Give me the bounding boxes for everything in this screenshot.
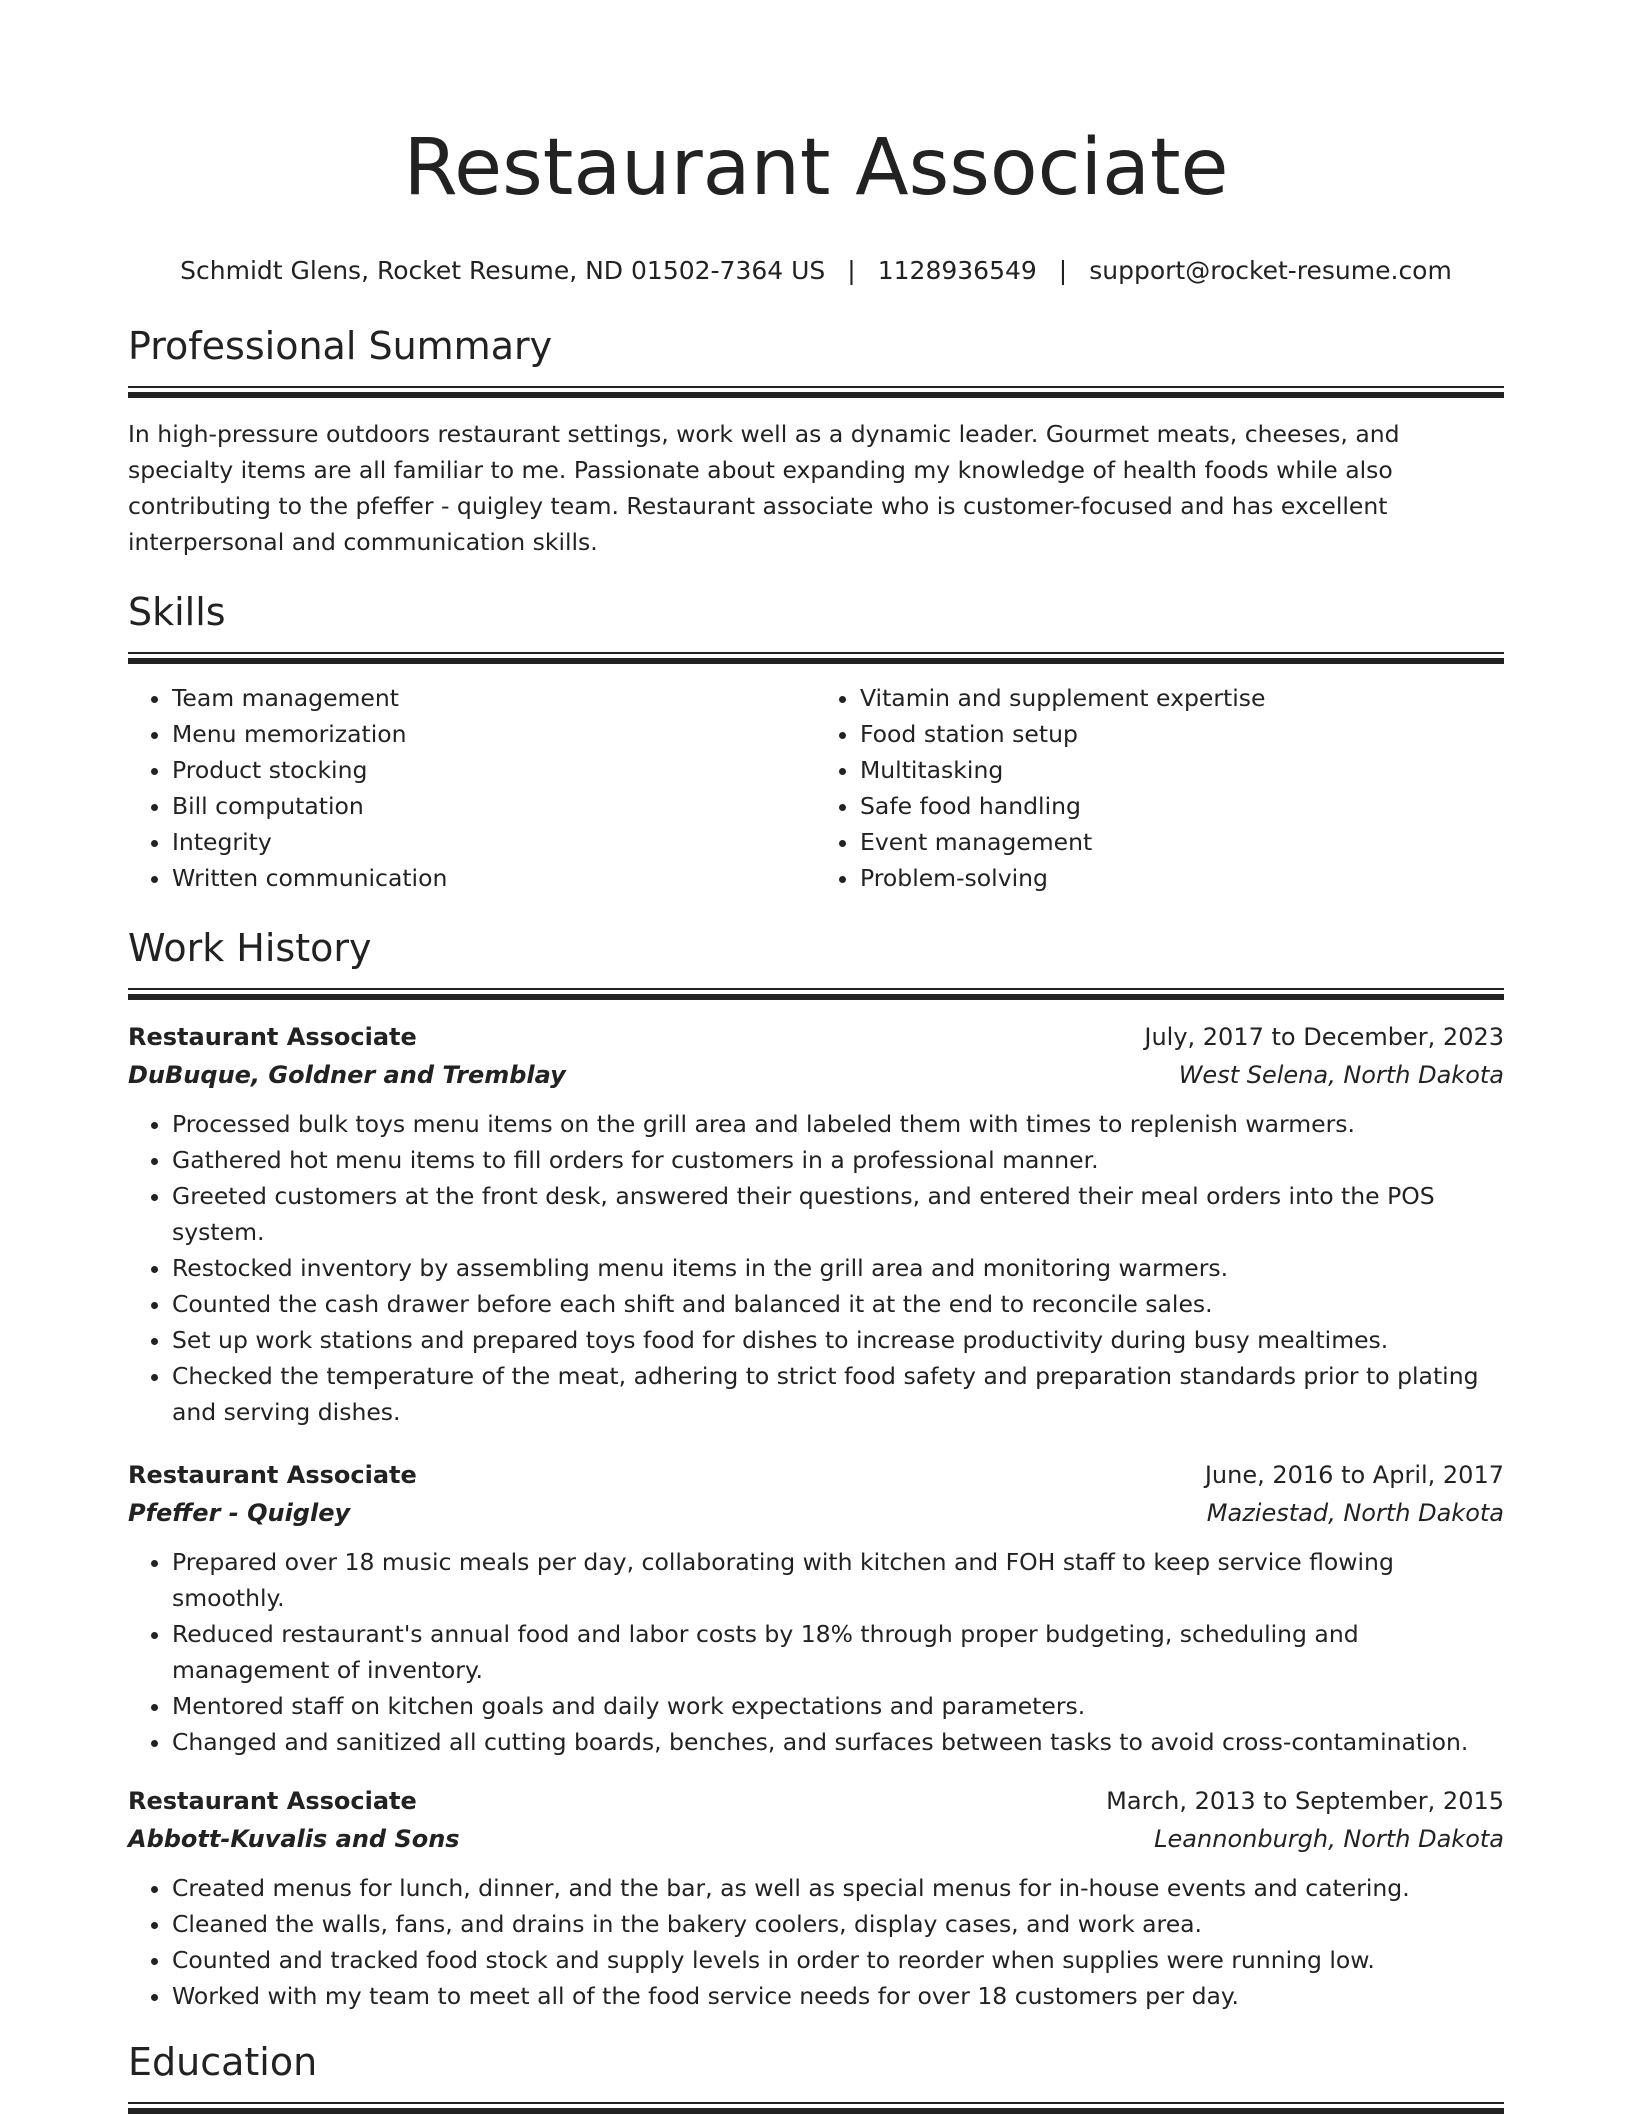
section-title-skills: Skills: [128, 590, 226, 634]
section-divider: [128, 988, 1504, 1000]
skill-item: • Food station setup: [860, 716, 1504, 752]
job-location: Maziestad, North Dakota: [1206, 1499, 1504, 1527]
job-dates: July, 2017 to December, 2023: [1144, 1023, 1504, 1051]
job-company-row: [128, 1056, 1504, 1094]
job-bullet: • Prepared over 18 music meals per day, collaborating with kitchen and FOH staff to keep service flowing smoothly.: [172, 1544, 1504, 1616]
job-title: Restaurant Associate: [128, 1787, 417, 1815]
job-location: Leannonburgh, North Dakota: [1154, 1825, 1504, 1853]
job-bullet: • Changed and sanitized all cutting boards, benches, and surfaces between tasks to avoid cross-contamination.: [172, 1724, 1504, 1760]
work-section: [128, 924, 1504, 2014]
job-entry: [128, 1782, 1504, 2014]
job-dates: March, 2013 to September, 2015: [1106, 1787, 1504, 1815]
job-bullet: • Created menus for lunch, dinner, and the bar, as well as special menus for in-house events and catering.: [172, 1870, 1504, 1906]
job-bullet: • Counted and tracked food stock and supply levels in order to reorder when supplies were running low.: [172, 1942, 1504, 1978]
section-divider: [128, 2102, 1504, 2114]
skill-item: • Product stocking: [172, 752, 816, 788]
section-title-work: Work History: [128, 926, 372, 970]
skill-item: • Menu memorization: [172, 716, 816, 752]
job-entry: [128, 1018, 1504, 1430]
summary-text: In high-pressure outdoors restaurant settings, work well as a dynamic leader. Gourmet meats, cheeses, and specialty items are all familiar to me. Passionate about expanding my knowledge of health foods while also contributing to the pfeffer - quigley team. Restaurant associate who is customer-focused and has excellent interpersonal and communication skills.: [128, 420, 1400, 556]
contact-line: [128, 254, 1504, 288]
skill-item: • Bill computation: [172, 788, 816, 824]
section-title-summary: Professional Summary: [128, 324, 553, 368]
job-bullet: • Cleaned the walls, fans, and drains in the bakery coolers, display cases, and work area.: [172, 1906, 1504, 1942]
skill-item: • Written communication: [172, 860, 816, 896]
skills-columns: [128, 680, 1504, 896]
resume-name: Restaurant Associate: [403, 123, 1229, 213]
job-dates: June, 2016 to April, 2017: [1204, 1461, 1504, 1489]
job-location: West Selena, North Dakota: [1178, 1061, 1504, 1089]
job-title: Restaurant Associate: [128, 1461, 417, 1489]
skill-item: • Integrity: [172, 824, 816, 860]
contact-email[interactable]: support@rocket-resume.com: [1089, 256, 1452, 285]
job-company-row: [128, 1820, 1504, 1858]
job-bullet: • Restocked inventory by assembling menu items in the grill area and monitoring warmers.: [172, 1250, 1504, 1286]
skill-item: • Team management: [172, 680, 816, 716]
job-bullet: • Gathered hot menu items to fill orders for customers in a professional manner.: [172, 1142, 1504, 1178]
section-divider: [128, 386, 1504, 398]
education-section: [128, 2038, 1504, 2114]
job-bullet: • Greeted customers at the front desk, answered their questions, and entered their meal orders into the POS system.: [172, 1178, 1504, 1250]
skills-section: [128, 588, 1504, 896]
skill-item: • Problem-solving: [860, 860, 1504, 896]
job-bullet: • Mentored staff on kitchen goals and daily work expectations and parameters.: [172, 1688, 1504, 1724]
summary-section: [128, 322, 1504, 560]
section-divider: [128, 652, 1504, 664]
job-bullet: • Set up work stations and prepared toys food for dishes to increase productivity during busy mealtimes.: [172, 1322, 1504, 1358]
job-company: Abbott-Kuvalis and Sons: [128, 1825, 460, 1853]
job-bullets: [128, 1544, 1504, 1760]
job-bullet: • Worked with my team to meet all of the food service needs for over 18 customers per day.: [172, 1978, 1504, 2014]
skills-list-right: [816, 680, 1504, 896]
contact-separator: |: [847, 256, 856, 285]
section-title-education: Education: [128, 2040, 318, 2084]
job-title: Restaurant Associate: [128, 1023, 417, 1051]
contact-separator: |: [1058, 256, 1068, 285]
job-header-row: [128, 1456, 1504, 1494]
job-company: Pfeffer - Quigley: [128, 1499, 351, 1527]
contact-address: Schmidt Glens, Rocket Resume, ND 01502-7364 US: [180, 256, 826, 285]
job-bullet: • Reduced restaurant's annual food and labor costs by 18% through proper budgeting, scheduling and management of inventory.: [172, 1616, 1504, 1688]
job-company: DuBuque, Goldner and Tremblay: [128, 1061, 566, 1089]
job-bullet: • Counted the cash drawer before each shift and balanced it at the end to reconcile sales.: [172, 1286, 1504, 1322]
job-entry: [128, 1456, 1504, 1760]
skill-item: • Multitasking: [860, 752, 1504, 788]
job-bullet: • Processed bulk toys menu items on the grill area and labeled them with times to replenish warmers.: [172, 1106, 1504, 1142]
skill-item: • Event management: [860, 824, 1504, 860]
skill-item: • Safe food handling: [860, 788, 1504, 824]
job-bullets: [128, 1106, 1504, 1430]
job-header-row: [128, 1782, 1504, 1820]
job-header-row: [128, 1018, 1504, 1056]
job-bullets: [128, 1870, 1504, 2014]
skills-list-left: [128, 680, 816, 896]
job-bullet: • Checked the temperature of the meat, adhering to strict food safety and preparation standards prior to plating and serving dishes.: [172, 1358, 1504, 1430]
contact-phone: 1128936549: [877, 256, 1037, 285]
skill-item: • Vitamin and supplement expertise: [860, 680, 1504, 716]
job-company-row: [128, 1494, 1504, 1532]
